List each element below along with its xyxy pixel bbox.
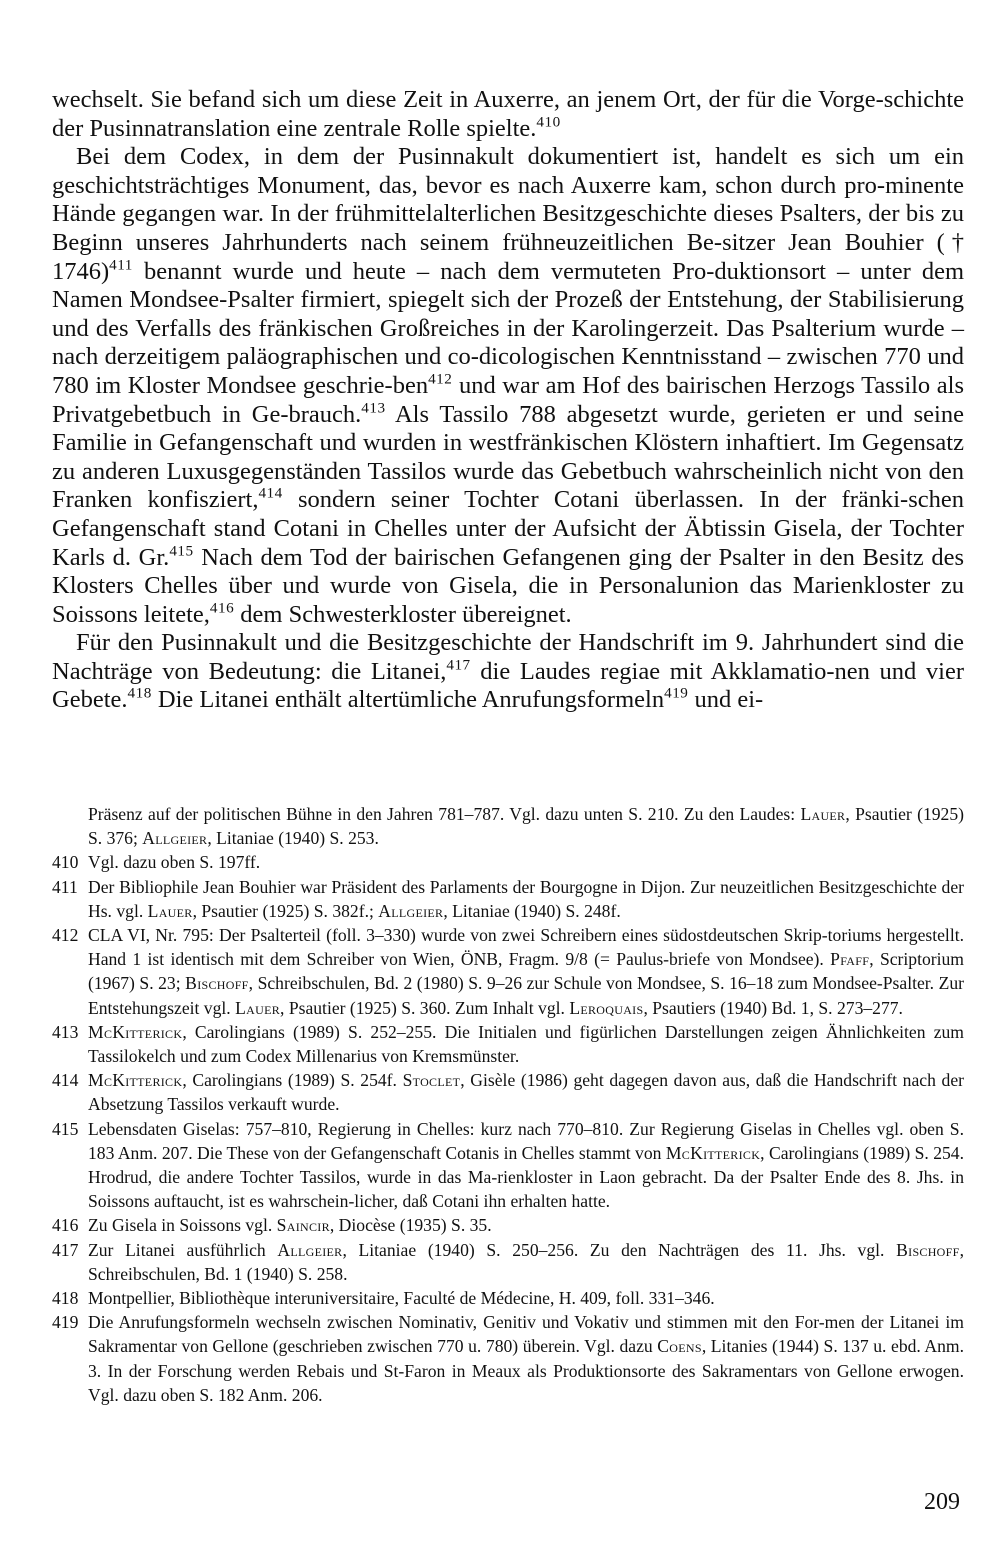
footnote-number: 410 [52,852,79,873]
text-run: Vgl. dazu oben S. 197ff. [88,852,261,873]
text-run: , Carolingians (1989) S. 254. Hrodrud, die andere Tochter Tassilos, wurde in das Ma-rienkloster in Laon gebracht. Da der Psalter Ende des 8. Jhs. in Soissons auftaucht, ist es wahrschein-licher, daß Cotani ihn erhalten hatte. [88,1142,964,1212]
text-run: Lebensdaten Giselas: 757–810, Regierung in Chelles: kurz nach 770–810. Zur Regierung Giselas in Chelles vgl. oben S. 183 Anm. 207. Die These von der Gefangenschaft Cotanis in Chelles stammt von [88,1118,964,1163]
footnote-number: 414 [52,1070,79,1091]
text-run: dem Schwesterkloster übereignet. [234,600,572,628]
text-run: CLA VI, Nr. 795: Der Psalterteil (foll. 3–330) wurde von zwei Schreibern eines südostdeutschen Skrip-toriums hergestellt. Hand 1 ist identisch mit dem Schreiber von Wien, ÖNB, Fragm. 9/8 (= Paulus-briefe von Mondsee). [88,925,964,970]
text-run: , Carolingians (1989) S. 254f. [182,1070,403,1091]
text-run: Für den Pusinnakult und die Besitzgeschichte der Handschrift im 9. Jahrhundert sind die Nachträge von Bedeutung: die Litanei, [52,629,964,685]
text-run: Zur Litanei ausführlich [88,1239,278,1260]
author-name: Allgeier [142,828,208,849]
text-run: , Gisèle (1986) geht dagegen davon aus, daß die Handschrift nach der Absetzung Tassilos verkauft wurde. [88,1070,964,1115]
footnote-414 [52,1068,964,1116]
text-run: Nach dem Tod der bairischen Gefangenen ging der Psalter in den Besitz des Klosters Chelles über und wurde von Gisela, die in Personalunion das Marienkloster zu Soissons leitete, [52,543,964,628]
author-name: Allgeier [277,1239,343,1260]
document-page [52,86,964,1516]
footnote-ref: 417 [446,656,471,674]
text-run: wechselt. Sie befand sich um diese Zeit in Auxerre, an jenem Ort, der für die Vorge-schichte der Pusinnatranslation eine zentrale Rolle spielte. [52,86,964,142]
text-run: , Psautiers (1940) Bd. 1, S. 273–277. [643,997,903,1018]
text-run: und ei- [688,686,764,714]
author-name: Bischoff [185,973,249,994]
footnote-number: 418 [52,1288,79,1309]
author-name: Lauer [800,804,846,824]
footnote-ref: 410 [536,113,561,131]
text-run: , Schreibschulen, Bd. 1 (1940) S. 258. [88,1239,965,1284]
footnote-417 [52,1238,964,1286]
footnote-ref: 419 [664,685,689,703]
text-run: Die Anrufungsformeln wechseln zwischen Nominativ, Genitiv und Vokativ und stimmen mit den For-men der Litanei im Sakramentar von Gellone (geschrieben zwischen 770 u. 780) überein. Vgl. dazu [88,1312,964,1357]
text-run: , Schreibschulen, Bd. 2 (1980) S. 9–26 zur Schule von Mondsee, S. 16–18 zum Mondsee-Psalter. Zur Entstehungszeit vgl. [88,973,965,1018]
footnote-ref: 414 [258,484,283,502]
author-name: Stoclet [402,1070,461,1091]
author-name: McKitterick [88,1021,183,1042]
footnote-ref: 415 [169,542,194,560]
text-run: Der Bibliophile Jean Bouhier war Präsident des Parlaments der Bourgogne in Dijon. Zur neuzeitlichen Besitzgeschichte der Hs. vgl. [88,876,964,921]
footnote-number: 419 [52,1312,79,1333]
footnote-ref: 413 [361,399,386,417]
footnote-number: 416 [52,1215,79,1236]
main-text [52,86,964,715]
footnote-413 [52,1020,964,1068]
footnote-418 [52,1286,964,1310]
author-name: McKitterick [88,1070,183,1091]
text-run: Zu Gisela in Soissons vgl. [88,1215,277,1236]
footnote-419 [52,1310,964,1407]
text-run: , Litaniae (1940) S. 248f. [443,900,621,921]
footnote-number: 413 [52,1021,79,1042]
text-run: , Psautier (1925) S. 382f.; [192,900,379,921]
text-run: , Litaniae (1940) S. 250–256. Zu den Nachträgen des 11. Jhs. vgl. [342,1239,897,1260]
text-run: , Psautier (1925) S. 376; [88,804,964,849]
text-run: die Laudes regiae mit Akklamatio-nen und vier Gebete. [52,657,964,714]
text-run: Montpellier, Bibliothèque interuniversitaire, Faculté de Médecine, H. 409, foll. 331–346. [88,1288,715,1309]
text-run: , Diocèse (1935) S. 35. [329,1215,492,1236]
author-name: Lauer [147,900,193,921]
author-name: McKitterick [665,1142,761,1163]
text-run: Als Tassilo 788 abgesetzt wurde, gerieten er und seine Familie in Gefangenschaft und wurden in westfränkischen Klöstern inhaftiert. Im Gegensatz zu anderen Luxusgegenständen Tassilos wurde das Gebetbuch wahrscheinlich nicht von den Franken konfisziert, [52,400,964,514]
text-run: benannt wurde und heute – nach dem vermuteten Pro-duktionsort – unter dem Namen Mondsee-Psalter firmiert, spiegelt sich der Prozeß der Entstehung, der Stabilisierung und des Verfalls des fränkischen Großreiches in der Karolingerzeit. Das Psalterium wurde – nach derzeitigem paläographischen und co-dicologischen Kenntnisstand – zwischen 770 und 780 im Kloster Mondsee geschrie-ben [52,257,964,399]
paragraph-2 [52,143,964,629]
text-run: sondern seiner Tochter Cotani überlassen. In der fränki-schen Gefangenschaft stand Cotani in Chelles unter der Aufsicht der Äbtissin Gisela, der Tochter Karls d. Gr. [52,486,964,571]
footnote-number: 412 [52,925,79,946]
author-name: Saincir [276,1215,330,1236]
footnote-ref: 416 [209,599,235,617]
text-run: , Litaniae (1940) S. 253. [207,828,379,849]
text-run: , Psautier (1925) S. 360. Zum Inhalt vgl. [280,997,570,1018]
text-run: , Scriptorium (1967) S. 23; [88,949,964,994]
footnote-number: 417 [52,1239,79,1260]
footnote-number: 415 [52,1118,79,1139]
author-name: Leroquais [569,997,644,1018]
author-name: Lauer [235,997,281,1018]
footnote-416 [52,1213,964,1237]
author-name: Allgeier [378,900,444,921]
footnote-411 [52,875,964,923]
text-run: und war am Hof des bairischen Herzogs Tassilo als Privatgebetbuch in Ge-brauch. [52,371,964,428]
footnote-415 [52,1117,964,1214]
paragraph-3 [52,629,964,715]
footnote-number: 411 [52,876,78,897]
text-run: Präsenz auf der politischen Bühne in den Jahren 781–787. Vgl. dazu unten S. 210. Zu den Laudes: [88,804,801,824]
footnote-continuation [52,802,964,850]
author-name: Bischoff [896,1239,960,1260]
author-name: Pfaff [830,949,870,970]
footnote-410 [52,850,964,874]
text-run: Die Litanei enthält altertümliche Anrufungsformeln [151,686,665,714]
paragraph-1 [52,86,964,143]
footnote-ref: 418 [127,685,152,703]
author-name: Coens [657,1336,702,1357]
footnotes [52,802,964,1407]
page-number: 209 [924,1489,960,1515]
footnote-ref: 411 [109,256,133,274]
text-run: , Carolingians (1989) S. 252–255. Die Initialen und figürlichen Darstellungen zeigen Ähnlichkeiten zum Tassilokelch und zum Codex Millenarius von Kremsmünster. [88,1021,964,1067]
text-run: , Litanies (1944) S. 137 u. ebd. Anm. 3. In der Forschung werden Rebais und St-Faron in Meaux als Produktionsorte des Sakramentars von Gellone erwogen. Vgl. dazu oben S. 182 Anm. 206. [88,1336,964,1405]
footnote-ref: 412 [428,370,453,388]
text-run: Bei dem Codex, in dem der Pusinnakult dokumentiert ist, handelt es sich um ein geschichtsträchtiges Monument, das, bevor es nach Auxerre kam, schon durch pro-minente Hände gegangen war. In der frühmittelalterlichen Besitzgeschichte dieses Psalters, der bis zu Beginn unseres Jahrhunderts nach seinem frühneuzeitlichen Be-sitzer Jean Bouhier († 1746) [52,143,964,285]
footnote-412 [52,923,964,1020]
